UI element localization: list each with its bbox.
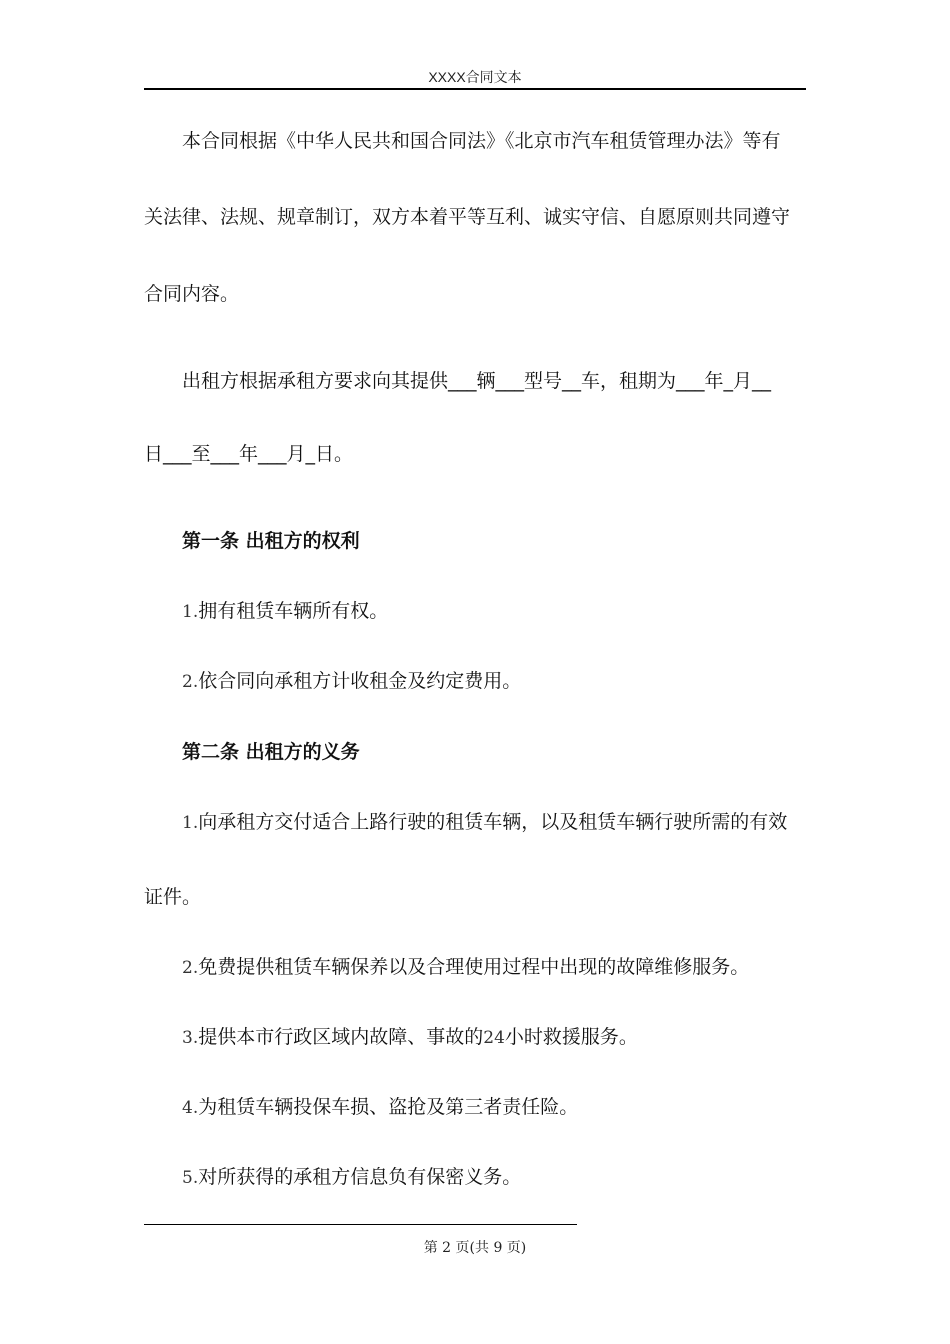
article-1-title: 第一条 出租方的权利 <box>182 530 360 552</box>
item-text: 向承租方交付适合上路行驶的租赁车辆，以及租赁车辆行驶所需的有效 <box>198 811 788 833</box>
article-1-item-2 <box>182 668 806 695</box>
intro-line-3: 合同内容。 <box>144 283 240 305</box>
item-text: 对所获得的承租方信息负有保密义务。 <box>198 1166 522 1188</box>
intro-line-2: 关法律、法规、规章制订，双方本着平等互利、诚实守信、自愿原则共同遵守 <box>144 206 791 228</box>
rental-line-1: 出租方根据承租方要求向其提供___辆___型号__车，租期为___年_月__ <box>182 370 772 392</box>
article-2-item-1 <box>182 809 806 836</box>
item-number: 4. <box>182 1098 199 1118</box>
article-2-item-1-continued: 证件。 <box>144 886 202 908</box>
item-number: 2. <box>182 672 199 692</box>
item-text: 提供本市行政区域内故障、事故的 <box>198 1026 484 1048</box>
item-number: 1. <box>182 602 199 622</box>
item-text: 为租赁车辆投保车损、盗抢及第三者责任险。 <box>198 1096 579 1118</box>
item-text: 免费提供租赁车辆保养以及合理使用过程中出现的故障维修服务。 <box>198 956 750 978</box>
rental-line-2: 日___至___年___月_日。 <box>144 443 354 465</box>
article-2-item-3 <box>182 1024 806 1051</box>
item-number: 2. <box>182 958 199 978</box>
page-number: 第 2 页(共 9 页) <box>423 1240 527 1256</box>
footer-divider <box>144 1224 577 1225</box>
article-1-item-1 <box>182 598 806 625</box>
hours-value: 24 <box>483 1028 505 1048</box>
article-2-item-5 <box>182 1164 806 1191</box>
item-number: 3. <box>182 1028 199 1048</box>
item-text: 依合同向承租方计收租金及约定费用。 <box>198 670 522 692</box>
item-text: 小时救援服务。 <box>504 1026 638 1048</box>
article-2-title: 第二条 出租方的义务 <box>182 741 360 763</box>
article-2-item-4 <box>182 1094 806 1121</box>
item-text: 拥有租赁车辆所有权。 <box>198 600 389 622</box>
intro-line-1: 本合同根据《中华人民共和国合同法》《北京市汽车租赁管理办法》等有 <box>182 130 781 152</box>
item-number: 5. <box>182 1168 199 1188</box>
header-title: XXXX合同文本 <box>428 69 522 85</box>
article-2-item-2 <box>182 954 806 981</box>
item-number: 1. <box>182 813 199 833</box>
header-divider <box>144 88 806 90</box>
